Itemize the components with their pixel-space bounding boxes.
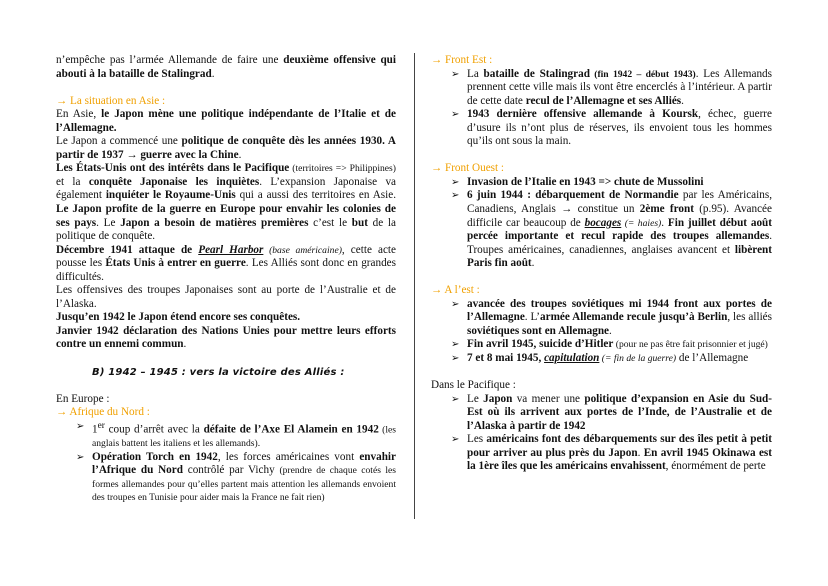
paragraph-japon-politique: En Asie, le Japon mène une politique indépendante de l’Italie et de l’Allemagne. [56, 108, 396, 134]
subtitle-front-ouest: → Front Ouest : [431, 162, 505, 175]
bullet-icon: ➢ [451, 393, 460, 405]
list-item-hitler: ➢ Fin avril 1945, suicide d’Hitler (pour ne pas être fait prisonnier et jugé) [451, 338, 768, 351]
list-item-torch: ➢ Opération Torch en 1942, les forces américaines vont envahir l’Afrique du Nord contrôlé par Vichy (prendre de chaque cotés les formes allemandes pour qu’elles partent mais attention les allemands envoient des troupes en Tunisie pour aider mais la France ne fait rien) [76, 450, 396, 504]
paragraph-1942: Jusqu’en 1942 le Japon étend encore ses conquêtes. [56, 311, 301, 324]
subtitle-front-est: → Front Est : [431, 54, 493, 66]
bullet-icon: ➢ [451, 298, 460, 310]
paragraph-japon-conquete: Le Japon a commencé une politique de conquête dès les années 1930. A partir de 1937 → guerre avec la Chine. [56, 135, 396, 161]
bullet-icon: ➢ [76, 451, 85, 463]
section-heading: B) 1942 – 1945 : vers la victoire des Alliés : [92, 366, 345, 378]
list-item-sovietiques: ➢ avancée des troupes soviétiques mi 1944 front aux portes de l’Allemagne. L’armée Allemande recule jusqu’à Berlin, les alliés soviétiques sont en Allemagne. [451, 297, 772, 337]
bullet-icon: ➢ [451, 353, 460, 365]
paragraph-pearl-harbor: Décembre 1941 attaque de Pearl Harbor (base américaine), cette acte pousse les États Unis à entrer en guerre. Les Alliés sont donc en grandes difficultés. [56, 243, 397, 283]
list-item-debarquements: ➢ Les américains font des débarquements sur des îles petit à petit pour arriver au plus près du Japon. En avril 1945 Okinawa est la 1ère îles que les américains envahissent, énormément de perte [451, 433, 773, 473]
bullet-icon: ➢ [76, 420, 85, 432]
paragraph-nations-unies: Janvier 1942 déclaration des Nations Unies pour mettre leurs efforts contre un ennemi commun. [56, 324, 396, 351]
list-item-capitulation: ➢ 7 et 8 mai 1945, capitulation (= fin de la guerre) de l’Allemagne [451, 352, 749, 365]
bullet-icon: ➢ [451, 68, 460, 80]
bullet-icon: ➢ [451, 190, 460, 202]
list-item-japon-expansion: ➢ Le Japon va mener une politique d’expansion en Asie du Sud-Est où ils arrivent aux portes de l’Inde, de l’Australie et de l’Alaska à partir de 1942 [451, 392, 773, 432]
left-column [56, 54, 396, 505]
list-item-koursk: ➢ 1943 dernière offensive allemande à Koursk, échec, guerre d’usure ils n’ont plus de réserves, ils envoient tous les hommes qu’ils ont sous la main. [451, 108, 772, 148]
bullet-icon: ➢ [451, 176, 460, 188]
paragraph-etats-unis: Les États-Unis ont des intérêts dans le Pacifique (territoires => Philippines) et la conquête Japonaise les inquiètes. L’expansion Japonaise va également inquiéter le Royaume-Unis qui a aussi des territoires en Asie. Le Japon profite de la guerre en Europe pour envahir les colonies de ses pays. Le Japon a besoin de matières premières c’est le but de la politique de conquête. [56, 162, 396, 243]
paragraph-offensives: Les offensives des troupes Japonaises sont au porte de l’Australie et de l’Alaska. [56, 284, 396, 310]
right-column [431, 54, 772, 474]
bullet-icon: ➢ [451, 339, 460, 351]
column-divider [414, 53, 415, 519]
bullet-icon: ➢ [451, 109, 460, 121]
list-item-normandie: ➢ 6 juin 1944 : débarquement de Normandie par les Américains, Canadiens, Anglais → constitue un 2ème front (p.95). Avancée difficile car beaucoup de bocages (= haies). Fin juillet début août percée importante et recul rapide des troupes allemandes. Troupes américaines, canadiennes, anglaises avancent et libèrent Paris fin août. [451, 189, 773, 270]
paragraph-stalingrad-intro: n’empêche pas l’armée Allemande de faire une deuxième offensive qui abouti à la bataille de Stalingrad. [56, 54, 396, 80]
list-item-stalingrad: ➢ La bataille de Stalingrad (fin 1942 – début 1943). Les Allemands prennent cette ville mais ils vont être encerclés à l’intérieur. A partir de cette date recul de l’Allemagne et ses Alliés. [451, 67, 772, 107]
list-item-italie: ➢ Invasion de l’Italie en 1943 => chute de Mussolini [451, 175, 704, 188]
subtitle-a-lest: → A l’est : [431, 284, 480, 297]
bullet-icon: ➢ [451, 434, 460, 446]
subtitle-afrique-nord: → Afrique du Nord : [56, 406, 150, 419]
list-item-el-alamein: ➢ 1er coup d’arrêt avec la défaite de l’Axe El Alamein en 1942 (les anglais battent les italiens et les allemands). [76, 420, 396, 450]
label-europe: En Europe : [56, 392, 110, 405]
subtitle-asie: → La situation en Asie : [56, 94, 166, 107]
label-pacifique: Dans le Pacifique : [431, 379, 516, 392]
